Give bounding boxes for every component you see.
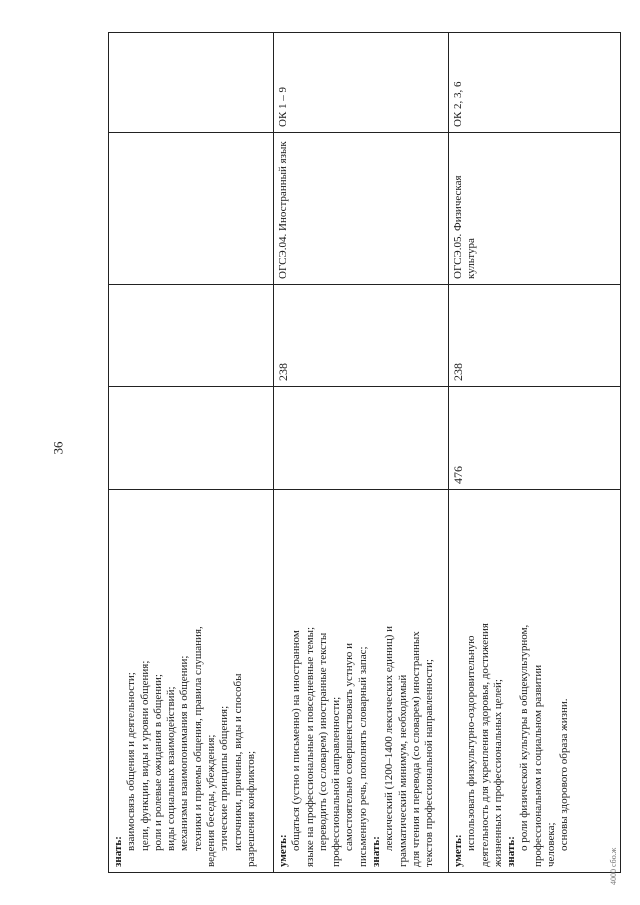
competence-cell <box>274 490 449 873</box>
competence-cell <box>109 490 274 873</box>
competence-line: человека; <box>545 822 558 867</box>
curriculum-table <box>108 32 621 873</box>
footer-mark: 4000 сбо.ж <box>609 847 618 885</box>
table-row <box>274 33 449 873</box>
competence-line: этические принципы общения; <box>218 705 231 851</box>
competence-line: разрешения конфликтов; <box>244 750 257 867</box>
curriculum-table-frame <box>108 33 614 873</box>
competence-text <box>452 495 572 867</box>
hours-cell <box>109 285 274 387</box>
competence-line: для чтения и перевода (со словарем) иностранных <box>409 631 422 867</box>
hours-cell: 238 <box>449 285 621 387</box>
competence-cell <box>449 490 621 873</box>
competence-line: источники, причины, виды и способы <box>231 673 244 851</box>
competence-line: ведения беседы, убеждения; <box>205 734 218 867</box>
competence-codes-cell: ОК 1 – 9 <box>274 33 449 133</box>
discipline-cell: ОГСЭ.05. Физическая культура <box>449 133 621 285</box>
section-heading: знать: <box>370 836 383 867</box>
competence-line: техники и приемы общения, правила слушания, <box>191 626 204 851</box>
section-heading: уметь: <box>452 834 464 867</box>
competence-line: переводить (со словарем) иностранные тексты <box>316 632 329 851</box>
max-hours-cell: 476 <box>449 387 621 490</box>
competence-text <box>277 495 437 867</box>
competence-line: общаться (устно и письменно) на иностранном <box>290 630 303 851</box>
competence-line: использовать физкультурно-оздоровительную <box>465 635 478 851</box>
competence-line: виды социальных взаимодействий; <box>165 686 178 851</box>
max-hours-cell <box>109 387 274 490</box>
table-row <box>109 33 274 873</box>
table-row <box>449 33 621 873</box>
curriculum-table-rotator <box>108 33 614 873</box>
competence-codes-cell: ОК 2, 3, 6 <box>449 33 621 133</box>
competence-line: роли и ролевые ожидания в общении; <box>151 674 164 851</box>
competence-line: основы здорового образа жизни. <box>558 698 571 851</box>
max-hours-cell <box>274 387 449 490</box>
page-number: 36 <box>50 441 66 455</box>
competence-codes-cell <box>109 33 274 133</box>
competence-line: деятельность для укрепления здоровья, достижения <box>478 623 491 867</box>
section-heading: знать: <box>505 836 518 867</box>
competence-line: лексический (1200–1400 лексических единиц) и <box>383 625 396 851</box>
competence-line: взаимосвязь общения и деятельности; <box>125 672 138 851</box>
competence-line: о роли физической культуры в общекультурном, <box>518 624 531 851</box>
competence-line: профессиональном и социальном развитии <box>531 664 544 867</box>
competence-text <box>112 495 258 867</box>
discipline-cell <box>109 133 274 285</box>
competence-line: грамматический минимум, необходимый <box>396 674 409 867</box>
competence-line: жизненных и профессиональных целей; <box>491 679 504 867</box>
section-heading: знать: <box>112 836 124 867</box>
competence-line: механизмы взаимопонимания в общении; <box>178 655 191 851</box>
competence-line: текстов профессиональной направленности; <box>423 659 436 867</box>
section-heading: уметь: <box>277 834 289 867</box>
hours-cell: 238 <box>274 285 449 387</box>
competence-line: письменную речь, пополнять словарный запас; <box>356 646 369 867</box>
competence-line: профессиональной направленности; <box>330 696 343 867</box>
discipline-cell: ОГСЭ.04. Иностранный язык <box>274 133 449 285</box>
competence-line: языке на профессиональные и повседневные темы; <box>303 626 316 867</box>
competence-line: цели, функции, виды и уровни общения; <box>138 660 151 851</box>
curriculum-table-body <box>109 33 621 873</box>
competence-line: самостоятельно совершенствовать устную и <box>343 643 356 851</box>
